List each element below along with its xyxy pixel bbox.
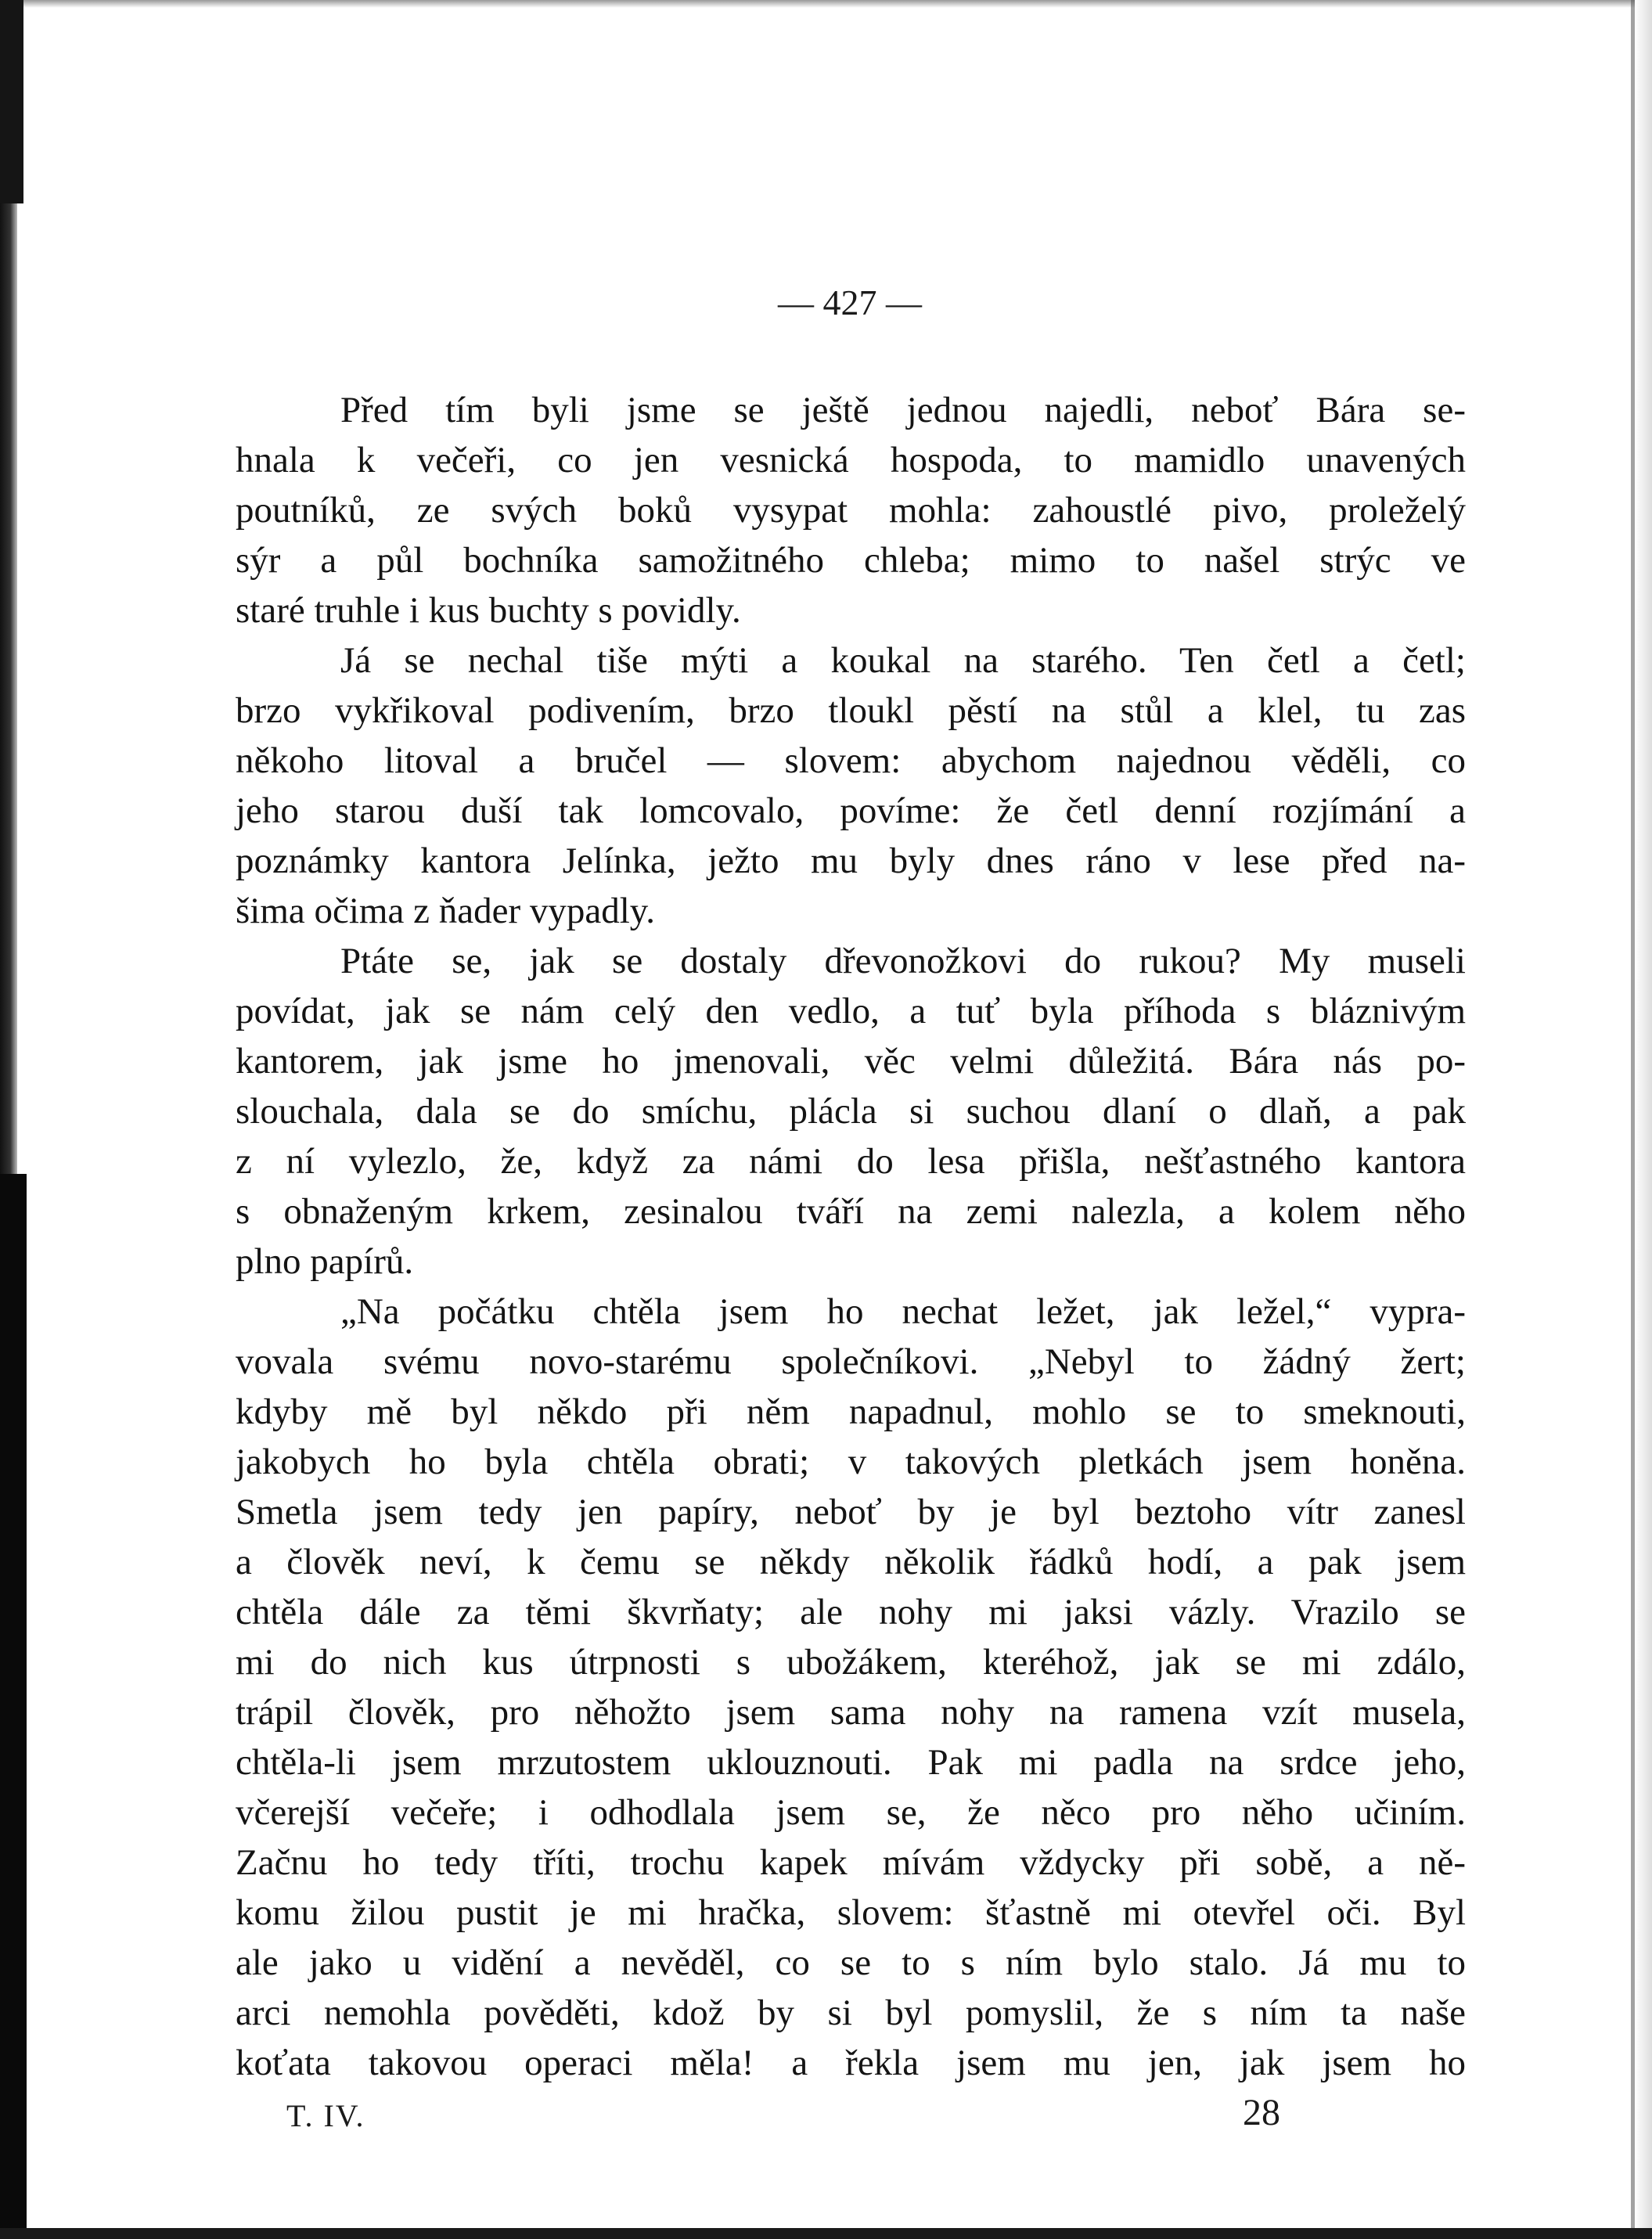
text-line: poutníků, ze svých boků vysypat mohla: zahoustlé pivo, proleželý: [236, 490, 1466, 531]
text-line: z ní vylezlo, že, když za námi do lesa přišla, nešťastného kantora: [236, 1141, 1466, 1182]
text-line: brzo vykřikoval podivením, brzo tloukl pěstí na stůl a klel, tu zas: [236, 690, 1466, 731]
text-line: mi do nich kus útrpnosti s ubožákem, kteréhož, jak se mi zdálo,: [236, 1642, 1466, 1683]
paragraph: [236, 385, 1466, 635]
page-edge-line-right: [1631, 0, 1635, 2239]
text-line: někoho litoval a bručel — slovem: abychom najednou věděli, co: [236, 740, 1466, 781]
signature-mark: T. IV.: [286, 2098, 365, 2133]
text-line: a člověk neví, k čemu se někdy několik řádků hodí, a pak jsem: [236, 1542, 1466, 1582]
text-line: kdyby mě byl někdo při něm napadnul, mohlo se to smeknouti,: [236, 1391, 1466, 1432]
text-line: šima očima z ňader vypadly.: [236, 891, 655, 931]
text-line: poznámky kantora Jelínka, ježto mu byly dnes ráno v lese před na-: [236, 841, 1466, 881]
text-line: ale jako u vidění a nevěděl, co se to s ním bylo stalo. Já mu to: [236, 1942, 1466, 1983]
text-line: Ptáte se, jak se dostaly dřevonožkovi do rukou? My museli: [340, 941, 1466, 981]
text-line: arci nemohla pověděti, kdož by si byl pomyslil, že s ním ta naše: [236, 1992, 1466, 2033]
text-line: koťata takovou operaci měla! a řekla jsem mu jen, jak jsem ho: [236, 2043, 1466, 2083]
scan-edge-top: [0, 0, 1652, 8]
paragraph: [236, 1287, 1466, 2088]
text-line: s obnaženým krkem, zesinalou tváří na zemi nalezla, a kolem něho: [236, 1191, 1466, 1232]
text-line: chtěla-li jsem mrzutostem uklouznouti. Pak mi padla na srdce jeho,: [236, 1742, 1466, 1783]
text-line: Smetla jsem tedy jen papíry, neboť by je byl beztoho vítr zanesl: [236, 1492, 1466, 1532]
page-number: — 427 —: [778, 283, 922, 322]
text-line: Před tím byli jsme se ještě jednou najedli, neboť Bára se-: [340, 390, 1466, 430]
text-line: Já se nechal tiše mýti a koukal na starého. Ten četl a četl;: [340, 640, 1466, 681]
paragraph: [236, 635, 1466, 936]
text-line: hnala k večeři, co jen vesnická hospoda, to mamidlo unavených: [236, 440, 1466, 481]
paragraph: [236, 936, 1466, 1287]
text-line: trápil člověk, pro něhožto jsem sama nohy na ramena vzít musela,: [236, 1692, 1466, 1733]
text-line: jakobych ho byla chtěla obrati; v takových pletkách jsem honěna.: [236, 1442, 1466, 1482]
text-line: komu žilou pustit je mi hračka, slovem: šťastně mi otevřel oči. Byl: [236, 1892, 1466, 1933]
scan-edge-left-bottom: [0, 1174, 27, 2239]
text-line: plno papírů.: [236, 1241, 414, 1282]
text-line: Začnu ho tedy tříti, trochu kapek mívám vždycky při sobě, a ně-: [236, 1842, 1466, 1883]
text-line: vovala svému novo-starému společníkovi. „Nebyl to žádný žert;: [236, 1341, 1466, 1382]
text-line: chtěla dále za těmi škvrňaty; ale nohy mi jaksi vázly. Vrazilo se: [236, 1592, 1466, 1632]
scan-edge-right: [1635, 0, 1652, 2239]
text-line: kantorem, jak jsme ho jmenovali, věc velmi důležitá. Bára nás po-: [236, 1041, 1466, 1082]
text-line: staré truhle i kus buchty s povidly.: [236, 590, 741, 631]
scan-edge-left-top: [0, 0, 23, 203]
scan-edge-bottom: [0, 2228, 1652, 2239]
sheet-number: 28: [1243, 2092, 1280, 2133]
text-line: včerejší večeře; i odhodlala jsem se, že něco pro něho učiním.: [236, 1792, 1466, 1833]
text-line: slouchala, dala se do smíchu, plácla si suchou dlaní o dlaň, a pak: [236, 1091, 1466, 1132]
text-line: jeho starou duší tak lomcovalo, povíme: že četl denní rozjímání a: [236, 790, 1466, 831]
text-line: povídat, jak se nám celý den vedlo, a tuť byla příhoda s bláznivým: [236, 991, 1466, 1031]
text-line: sýr a půl bochníka samožitného chleba; mimo to našel strýc ve: [236, 540, 1466, 581]
text-line: „Na počátku chtěla jsem ho nechat ležet, jak ležel,“ vypra-: [340, 1291, 1466, 1332]
body-text: [236, 385, 1466, 2088]
